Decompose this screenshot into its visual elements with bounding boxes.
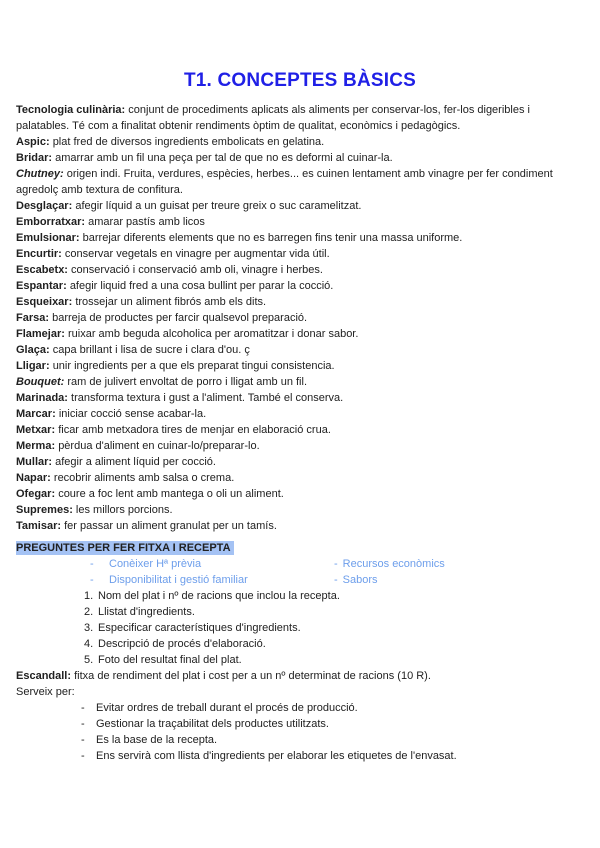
serves-label: Serveix per: bbox=[16, 686, 75, 698]
dash-marker: - bbox=[81, 750, 85, 762]
definition-item: Escabetx: conservació i conservació amb oli, vinagre i herbes. bbox=[16, 264, 323, 276]
serves-bullet-item bbox=[16, 700, 584, 716]
blue-item-label: Recursos econòmics bbox=[342, 558, 445, 570]
definition-item: Espantar: afegir liquid fred a una cosa bullint per parar la cocció. bbox=[16, 280, 334, 292]
definition-item: Desglaçar: afegir líquid a un guisat per treure greix o suc caramelitzat. bbox=[16, 200, 362, 212]
serves-bullet-item bbox=[16, 732, 584, 748]
dash-marker: - bbox=[81, 702, 85, 714]
definition-item: Glaça: capa brillant i lisa de sucre i clara d'ou. ç bbox=[16, 344, 250, 356]
definition-item: Metxar: ficar amb metxadora tires de menjar en elaboració crua. bbox=[16, 424, 331, 436]
bullet-text: Evitar ordres de treball durant el procés de producció. bbox=[96, 702, 358, 714]
dash-marker: - bbox=[334, 574, 338, 586]
item-number: 3. bbox=[84, 622, 94, 634]
dash-marker: - bbox=[334, 558, 338, 570]
definition-item: Ofegar: coure a foc lent amb mantega o oli un aliment. bbox=[16, 488, 284, 500]
intro-paragraph bbox=[16, 102, 584, 134]
definition-item: Aspic: plat fred de diversos ingredients embolicats en gelatina. bbox=[16, 136, 325, 148]
item-text: Especificar característiques d'ingredients. bbox=[98, 622, 301, 634]
definition-item: Bridar: amarrar amb un fil una peça per tal de que no es deformi al cuinar-la. bbox=[16, 152, 393, 164]
numbered-list bbox=[16, 588, 584, 668]
definition-item: Emborratxar: amarar pastís amb licos bbox=[16, 216, 205, 228]
definition-item: Flamejar: ruixar amb beguda alcoholica per aromatitzar i donar sabor. bbox=[16, 328, 359, 340]
definition-item: Merma: pèrdua d'aliment en cuinar-lo/preparar-lo. bbox=[16, 440, 260, 452]
definition-item: Chutney: origen indi. Fruita, verdures, espècies, herbes... es cuinen lentament amb vinagre per fer condiment agredolç amb textura de confitura. bbox=[16, 168, 553, 196]
bullet-text: Gestionar la traçabilitat dels productes utilitzats. bbox=[96, 718, 329, 730]
dash-marker: - bbox=[81, 734, 85, 746]
dash-marker: - bbox=[90, 558, 94, 570]
blue-dash-list bbox=[16, 556, 584, 588]
definitions-list bbox=[16, 134, 584, 534]
numbered-item bbox=[16, 636, 584, 652]
numbered-item bbox=[16, 620, 584, 636]
bullet-text: Es la base de la recepta. bbox=[96, 734, 218, 746]
intro-term: Tecnologia culinària: bbox=[16, 104, 126, 116]
escandall-definition bbox=[16, 668, 584, 684]
definition-item: Marcar: iniciar cocció sense acabar-la. bbox=[16, 408, 207, 420]
definition-item: Encurtir: conservar vegetals en vinagre per augmentar vida útil. bbox=[16, 248, 330, 260]
intro-text: conjunt de procediments aplicats als aliments per conservar-los, fer-los digeribles i palatables. Té com a finalitat obtenir rendiments òptim de qualitat, econòmics i pedagògics. bbox=[16, 104, 530, 132]
dash-marker: - bbox=[90, 574, 94, 586]
serves-bullet-item bbox=[16, 716, 584, 732]
serves-bullet-list bbox=[16, 700, 584, 764]
definition-item: Tamisar: fer passar un aliment granulat per un tamís. bbox=[16, 520, 277, 532]
definition-item: Mullar: afegir a aliment líquid per cocció. bbox=[16, 456, 216, 468]
definition-item: Supremes: les millors porcions. bbox=[16, 504, 173, 516]
definition-item: Emulsionar: barrejar diferents elements que no es barregen fins tenir una massa uniforme. bbox=[16, 232, 463, 244]
numbered-item bbox=[16, 652, 584, 668]
definition-item: Farsa: barreja de productes per farcir qualsevol preparació. bbox=[16, 312, 308, 324]
item-text: Llistat d'ingredients. bbox=[98, 606, 195, 618]
page-title: T1. CONCEPTES BÀSICS bbox=[183, 70, 417, 91]
escandall-term: Escandall: bbox=[16, 670, 72, 682]
bullet-text: Ens servirà com llista d'ingredients per elaborar les etiquetes de l'envasat. bbox=[96, 750, 457, 762]
item-text: Nom del plat i nº de racions que inclou la recepta. bbox=[98, 590, 340, 602]
blue-item-label: Conèixer Hª prèvia bbox=[109, 558, 202, 570]
item-text: Descripció de procés d'elaboració. bbox=[98, 638, 266, 650]
blue-dash-row bbox=[16, 556, 584, 572]
numbered-item bbox=[16, 604, 584, 620]
definition-item: Marinada: transforma textura i gust a l'aliment. També el conserva. bbox=[16, 392, 344, 404]
definition-item: Bouquet: ram de julivert envoltat de porro i lligat amb un fil. bbox=[16, 376, 307, 388]
item-number: 4. bbox=[84, 638, 94, 650]
item-number: 2. bbox=[84, 606, 94, 618]
serves-bullet-item bbox=[16, 748, 584, 764]
blue-item-label: Sabors bbox=[342, 574, 378, 586]
dash-marker: - bbox=[81, 718, 85, 730]
section-heading-preguntes bbox=[16, 540, 584, 556]
definition-item: Esqueixar: trossejar un aliment fibrós amb els dits. bbox=[16, 296, 267, 308]
numbered-item bbox=[16, 588, 584, 604]
item-number: 5. bbox=[84, 654, 94, 666]
highlighted-heading-text: PREGUNTES PER FER FITXA I RECEPTA bbox=[16, 541, 234, 555]
item-text: Foto del resultat final del plat. bbox=[98, 654, 242, 666]
item-number: 1. bbox=[84, 590, 94, 602]
escandall-text: fitxa de rendiment del plat i cost per a un nº determinat de racions (10 R). bbox=[74, 670, 431, 682]
definition-item: Lligar: unir ingredients per a que els preparat tingui consistencia. bbox=[16, 360, 335, 372]
blue-dash-row bbox=[16, 572, 584, 588]
blue-item-label: Disponibilitat i gestió familiar bbox=[109, 574, 248, 586]
definition-item: Napar: recobrir aliments amb salsa o crema. bbox=[16, 472, 235, 484]
